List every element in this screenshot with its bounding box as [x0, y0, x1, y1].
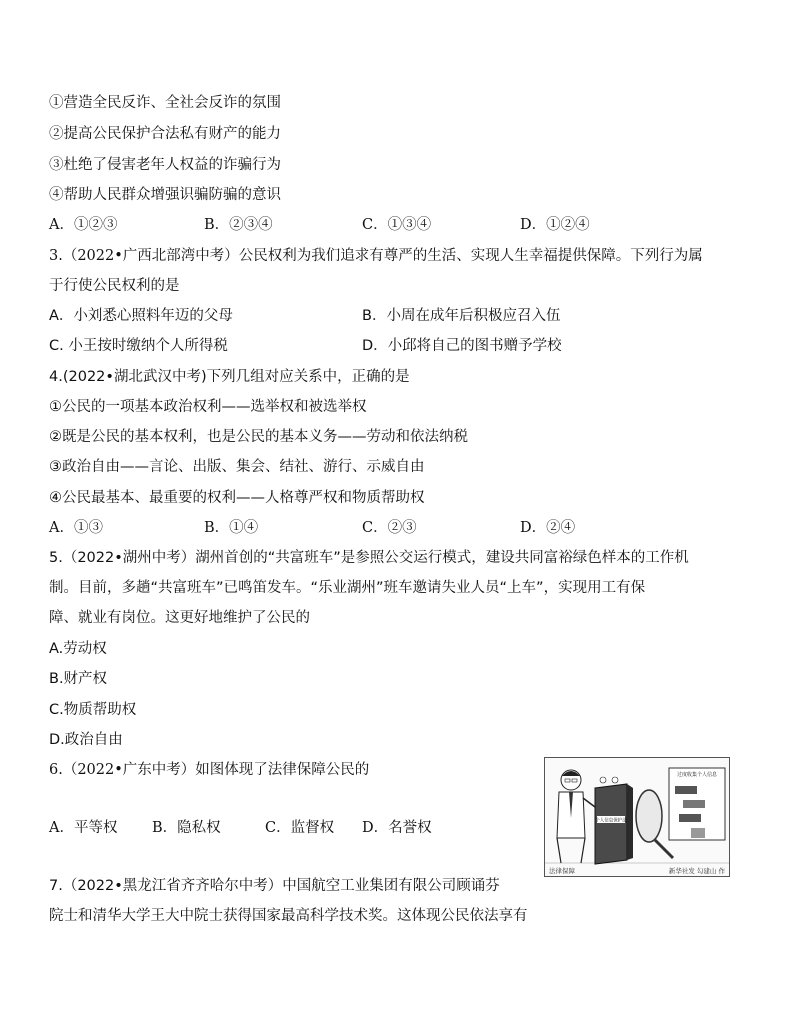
q6-stem: 6.（2022•广东中考）如图体现了法律保障公民的 — [49, 762, 370, 778]
q5-option-d: D.政治自由 — [49, 732, 123, 748]
q2-item-4: ④帮助人民群众增强识骗防骗的意识 — [49, 187, 281, 203]
q3-stem-line-2: 于行使公民权利的是 — [49, 278, 180, 294]
sign-label: 过度收集个人信息 — [676, 772, 718, 778]
q6-option-a: A．平等权 — [49, 820, 118, 836]
q6-cartoon-figure — [544, 757, 730, 877]
shield-label: 个人信息保护法 — [595, 818, 627, 824]
q5-option-b: B.财产权 — [49, 671, 108, 687]
q4-item-1: ①公民的一项基本政治权利——选举权和被选举权 — [49, 399, 367, 415]
q3-option-d: D．小邱将自己的图书赠予学校 — [362, 338, 562, 354]
q4-option-d: D．②④ — [520, 520, 576, 536]
q5-stem-line-1: 5.（2022•湖州中考）湖州首创的“共富班车”是参照公交运行模式，建设共同富裕绿色样本的工作机 — [49, 550, 689, 566]
q4-option-a: A．①③ — [49, 520, 103, 536]
q2-item-3: ③杜绝了侵害老年人权益的诈骗行为 — [49, 157, 281, 173]
q2-option-b: B．②③④ — [204, 217, 273, 233]
q6-option-c: C．监督权 — [265, 820, 335, 836]
q4-item-2: ②既是公民的基本权利，也是公民的基本义务——劳动和依法纳税 — [49, 429, 468, 445]
man-figure — [557, 770, 599, 863]
law-book-shield — [595, 777, 633, 864]
cartoon-illustration — [545, 758, 729, 876]
q3-option-a: A．小刘悉心照料年迈的父母 — [49, 308, 233, 324]
q5-option-a: A.劳动权 — [49, 641, 107, 657]
q4-option-c: C．②③ — [362, 520, 417, 536]
q3-option-b: B．小周在成年后积极应召入伍 — [362, 308, 561, 324]
q5-stem-line-2: 制。目前，多趟“共富班车”已鸣笛发车。“乐业湖州”班车邀请失业人员“上车”，实现用工有保 — [49, 580, 646, 596]
q4-item-3: ③政治自由——言论、出版、集会、结社、游行、示威自由 — [49, 459, 425, 475]
q2-option-d: D．①②④ — [520, 217, 590, 233]
q4-stem: 4.(2022•湖北武汉中考)下列几组对应关系中，正确的是 — [49, 369, 410, 385]
q2-option-c: C．①③④ — [362, 217, 432, 233]
q5-option-c: C.物质帮助权 — [49, 702, 137, 718]
q5-stem-line-3: 障、就业有岗位。这更好地维护了公民的 — [49, 610, 310, 626]
q7-stem-line-1: 7.（2022•黑龙江省齐齐哈尔中考）中国航空工业集团有限公司顾诵芬 — [49, 878, 500, 894]
sign-board — [669, 768, 725, 840]
magnifier-icon — [636, 790, 673, 858]
q2-item-1: ①营造全民反诈、全社会反诈的氛围 — [49, 95, 281, 111]
q3-option-c: C. 小王按时缴纳个人所得税 — [49, 338, 228, 354]
q7-stem-line-2: 院士和清华大学王大中院士获得国家最高科学技术奖。这体现公民依法享有 — [49, 908, 528, 924]
q6-option-b: B．隐私权 — [152, 820, 221, 836]
q4-item-4: ④公民最基本、最重要的权利——人格尊严权和物质帮助权 — [49, 490, 425, 506]
q2-item-2: ②提高公民保护合法私有财产的能力 — [49, 126, 281, 142]
cartoon-caption-left: 法律保障 — [549, 867, 575, 875]
q2-option-a: A．①②③ — [49, 217, 118, 233]
cartoon-caption-right: 新华社发 勾建山 作 — [668, 867, 725, 875]
q4-option-b: B．①④ — [204, 520, 259, 536]
q6-option-d: D．名誉权 — [362, 820, 432, 836]
q3-stem-line-1: 3.（2022•广西北部湾中考）公民权利为我们追求有尊严的生活、实现人生幸福提供保障。下列行为属 — [49, 248, 703, 264]
